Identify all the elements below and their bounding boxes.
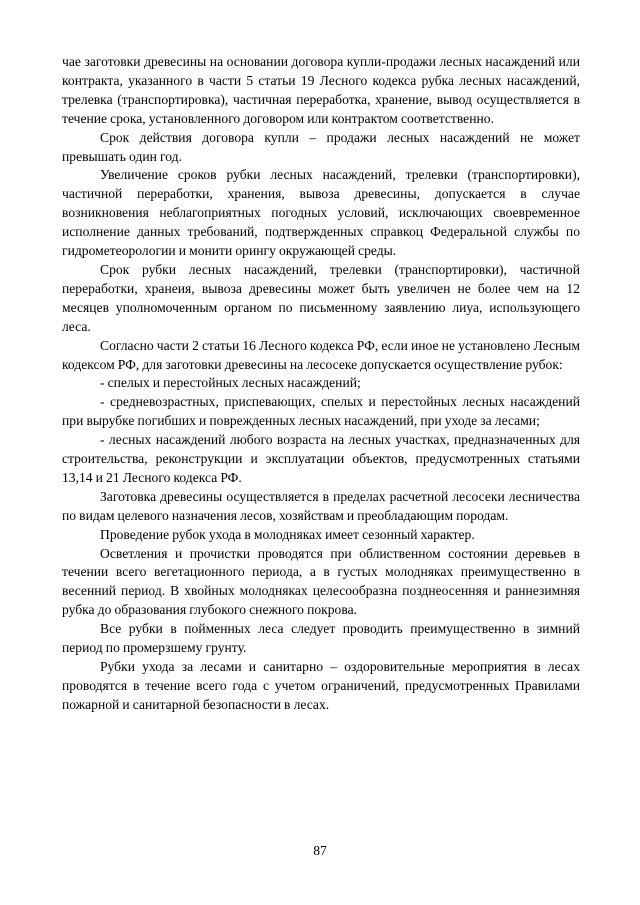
paragraph-cleaning-periods: Осветления и прочистки проводятся при облиственном состоянии деревьев в течении всего вегетационного периода, а в густых молодняках преимущественно в весенний период. В хвойных молодняках целесообразна позднеосенняя и раннезимняя рубка до образования глубокого снежного покрова. (62, 545, 580, 618)
page-number: 87 (313, 843, 327, 858)
body-text (62, 53, 580, 715)
paragraph-term-extension: Увеличение сроков рубки лесных насаждений, трелевки (транспортировки), частичной переработки, хранения, вывоза древесины, допускается в случае возникновения неблагоприятных погодных условий, исключающих своевременное исполнение данных требований, подтвержденных справкоц Федеральной службы по гидрометеорологии и монити орингу окружающей среды. (62, 167, 580, 259)
paragraph-seasonal-thinning: Проведение рубок ухода в молодняках имеет сезонный характер. (100, 526, 475, 542)
paragraph-floodplain-fellings: Все рубки в пойменных леса следует проводить преимущественно в зимний период по промерзшему грунту. (62, 621, 580, 656)
paragraph-continuation: чае заготовки древесины на основании договора купли-продажи лесных насаждений или контракта, указанного в части 5 статьи 19 Лесного кодекса рубка лесных насаждений, трелевка (транспортировка), частичная переработка, хранение, вывод осуществляется в течение срока, установленного договором или контрактом соответственно. (62, 54, 580, 126)
paragraph-sanitary-measures: Рубки ухода за лесами и санитарно – оздоровительные мероприятия в лесах проводятся в течение всего года с учетом ограничений, предусмотренных Правилами пожарной и санитарной безопасности в лесах. (62, 659, 580, 712)
list-item-damaged-stands: - средневозрастных, приспевающих, спелых и перестойных лесных насаждений при вырубке погибших и поврежденных лесных насаждений, при уходе за лесами; (62, 394, 580, 429)
paragraph-extension-limit: Срок рубки лесных насаждений, трелевки (транспортировки), частичной переработки, хранеия, вывоза древесины может быть увеличен не более чем на 12 месяцев уполномоченным органом по письменному заявлению лиуа, использующего леса. (62, 261, 580, 334)
paragraph-contract-term: Срок действия договора купли – продажи лесных насаждений не может превышать один год. (62, 129, 580, 164)
paragraph-harvest-limits: Заготовка древесины осуществляется в пределах расчетной лесосеки лесничества по видам целевого назначения лесов, хозяйствам и преобладающим породам. (62, 488, 580, 523)
list-item-mature-stands: - спелых и перестойных лесных насаждений; (100, 375, 361, 391)
paragraph-allowed-fellings: Согласно части 2 статьи 16 Лесного кодекса РФ, если иное не установлено Лесным кодексом РФ, для заготовки древесины на лесосеке допускается осуществление рубок: (62, 337, 580, 372)
list-item-construction-stands: - лесных насаждений любого возраста на лесных участках, предназначенных для строительства, реконструкции и эксплуатации объектов, предусмотренных статьями 13,14 и 21 Лесного кодекса РФ. (62, 432, 580, 485)
